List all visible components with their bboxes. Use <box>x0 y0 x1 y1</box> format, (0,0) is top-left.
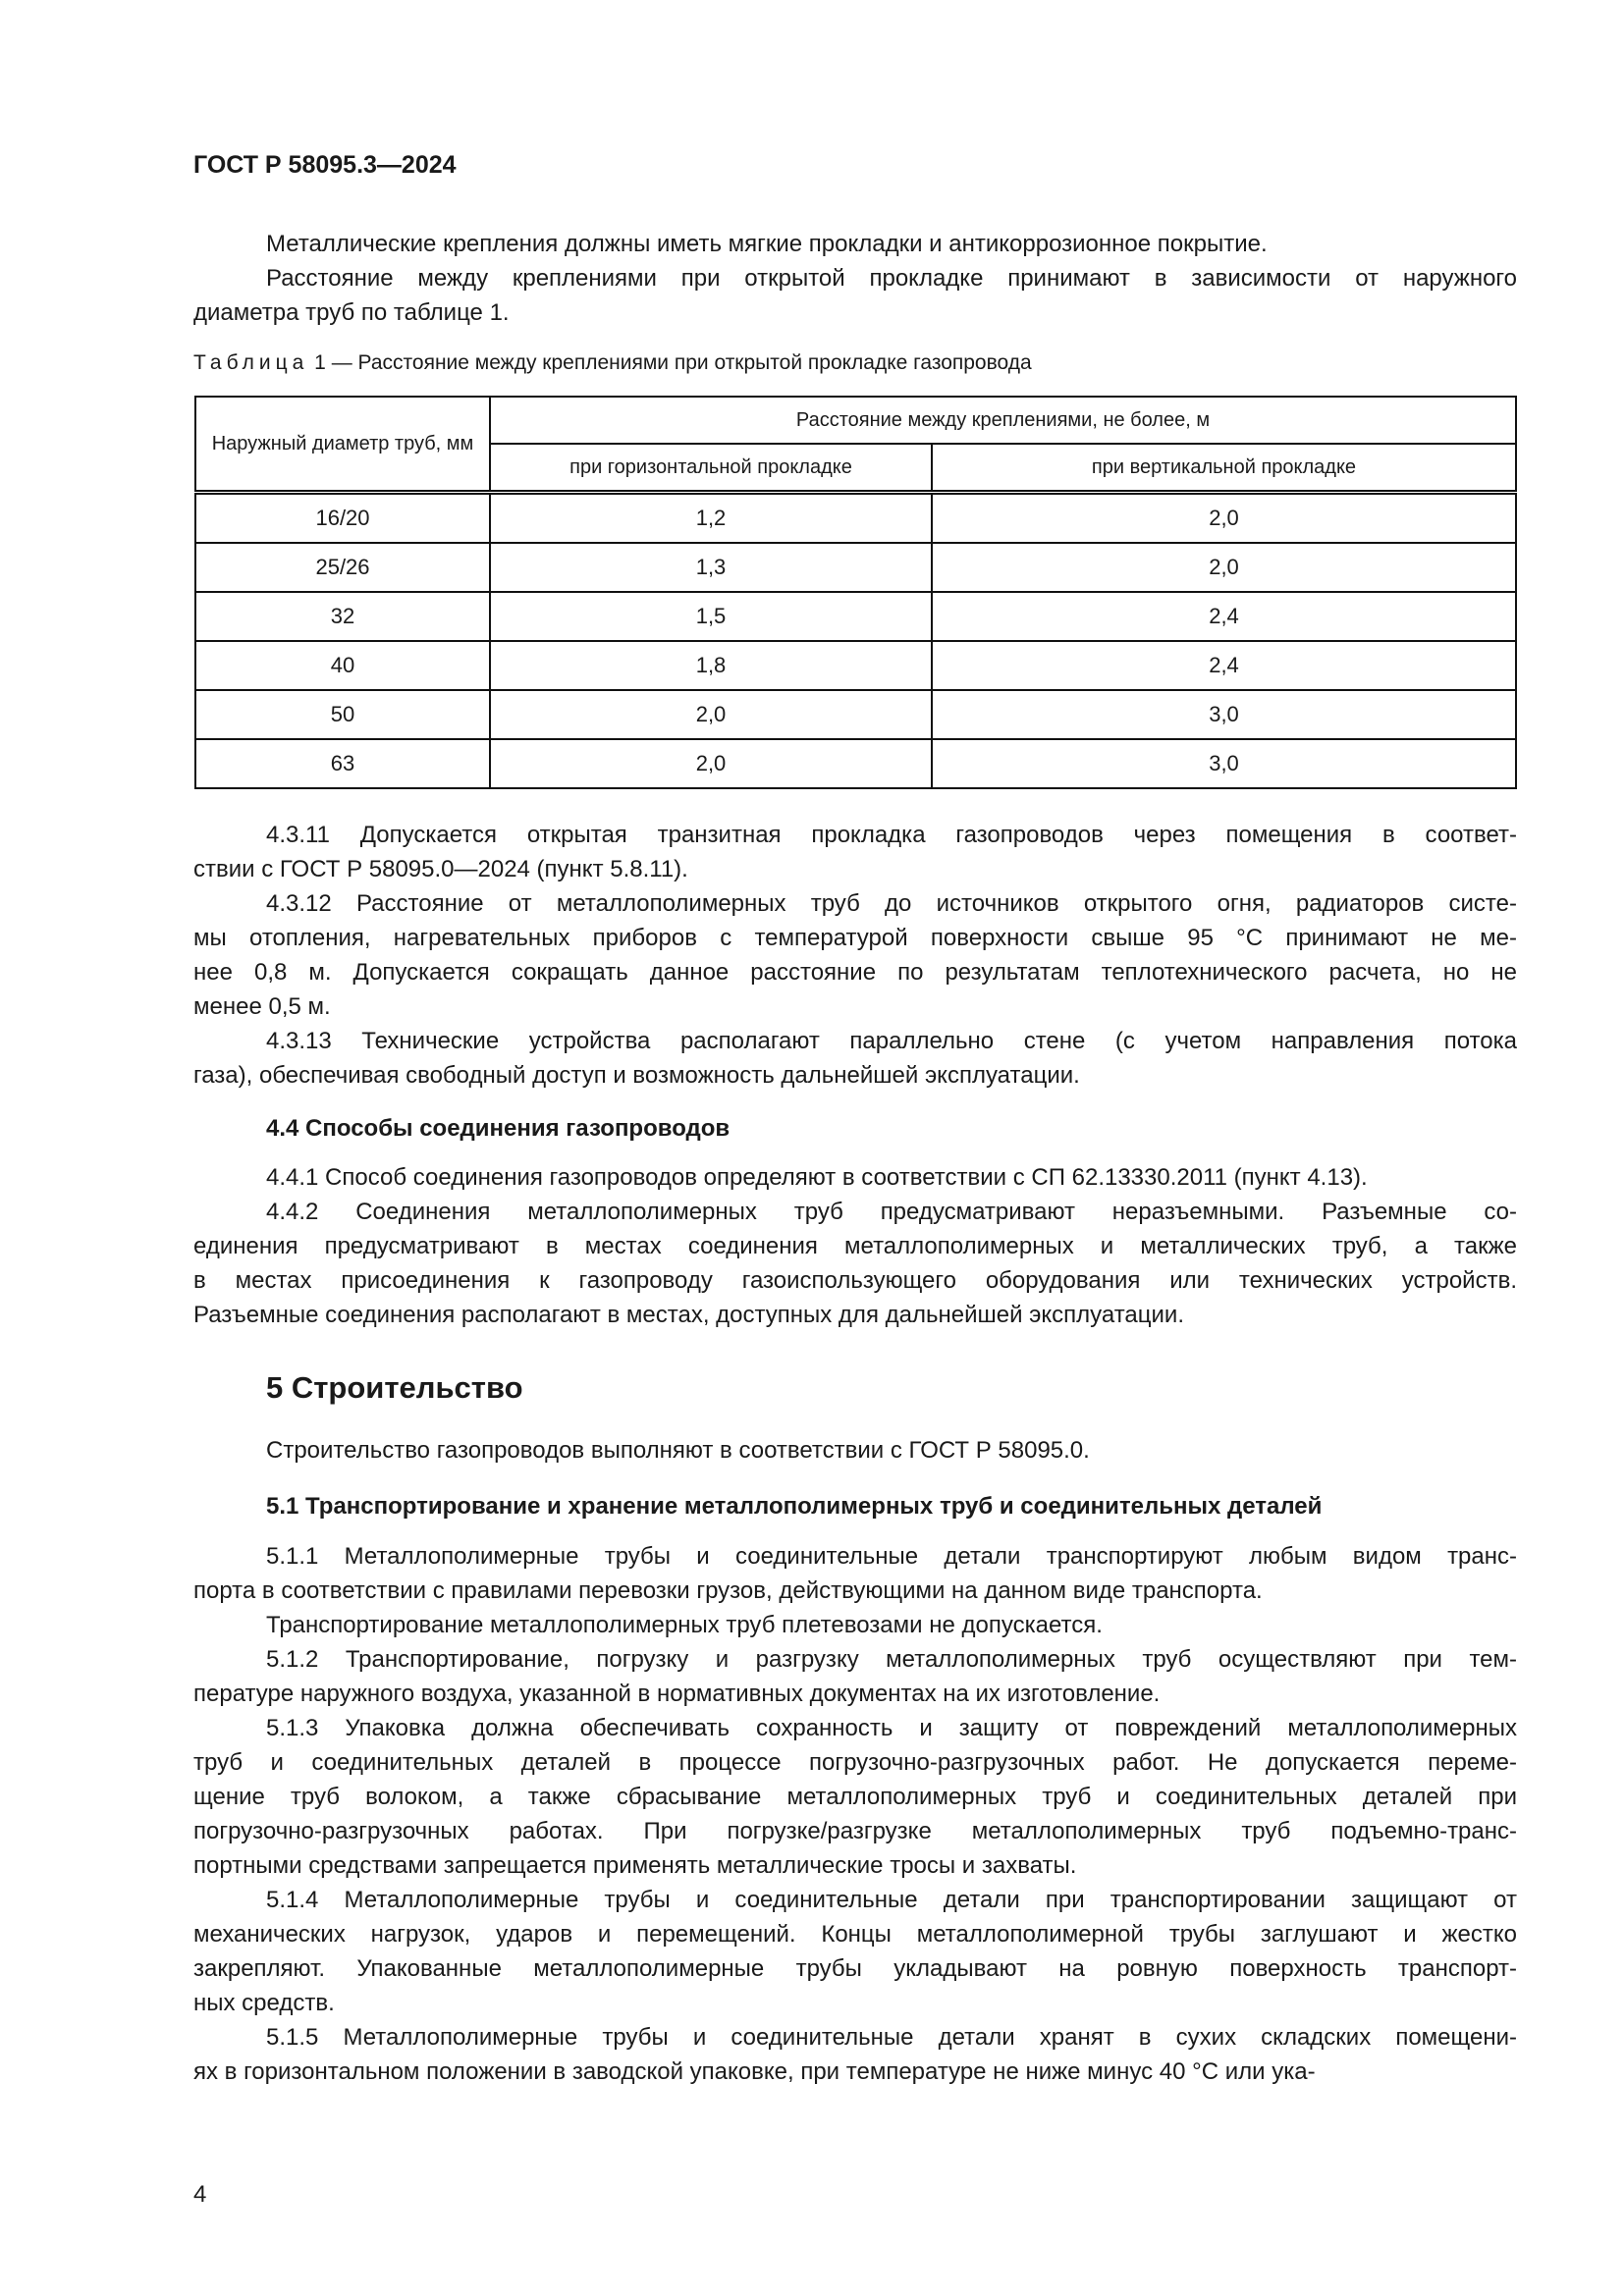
paragraph-line: 4.3.13 Технические устройства располагают параллельно стене (с учетом направления потока <box>266 1028 1517 1054</box>
table-row <box>195 641 1516 690</box>
paragraph-line: 4.3.12 Расстояние от металлополимерных труб до источников открытого огня, радиаторов систе- <box>266 890 1517 917</box>
paragraph-line: Разъемные соединения располагают в местах, доступных для дальнейшей эксплуатации. <box>193 1302 1185 1328</box>
paragraph-line: закрепляют. Упакованные металлополимерные трубы укладывают на ровную поверхность транспорт- <box>193 1955 1517 1982</box>
cell-vertical: 2,4 <box>932 641 1516 690</box>
paragraph-line: нее 0,8 м. Допускается сокращать данное расстояние по результатам теплотехнического расчета, но не <box>193 959 1517 986</box>
cell-diameter: 25/26 <box>195 543 490 592</box>
page-number: 4 <box>193 2181 207 2208</box>
paragraph-line: газа), обеспечивая свободный доступ и возможность дальнейшей эксплуатации. <box>193 1062 1080 1089</box>
paragraph-line: труб и соединительных деталей в процессе погрузочно-разгрузочных работ. Не допускается переме- <box>193 1749 1517 1776</box>
paragraph-line: мы отопления, нагревательных приборов с температурой поверхности свыше 95 °С принимают не ме- <box>193 925 1517 951</box>
table-caption <box>193 351 1517 375</box>
paragraph-line: 4.3.11 Допускается открытая транзитная прокладка газопроводов через помещения в соответ- <box>266 822 1517 848</box>
paragraph-line: менее 0,5 м. <box>193 993 331 1020</box>
cell-horizontal: 1,3 <box>490 543 932 592</box>
table-row <box>195 543 1516 592</box>
cell-vertical: 3,0 <box>932 739 1516 788</box>
paragraph-line: Расстояние между креплениями при открытой прокладке принимают в зависимости от наружного <box>266 265 1517 292</box>
cell-diameter: 32 <box>195 592 490 641</box>
section-4-3-text <box>193 818 1517 1093</box>
heading-5: 5 Строительство <box>266 1370 523 1405</box>
cell-vertical: 3,0 <box>932 690 1516 739</box>
paragraph-line: ях в горизонтальном положении в заводской упаковке, при температуре не ниже минус 40 °С или ука- <box>193 2058 1316 2085</box>
paragraph-line: Металлические крепления должны иметь мягкие прокладки и антикоррозионное покрытие. <box>266 231 1268 257</box>
section-5-text <box>193 1433 1517 1468</box>
paragraph-line: 5.1.4 Металлополимерные трубы и соединительные детали при транспортировании защищают от <box>266 1887 1517 1913</box>
cell-horizontal: 1,5 <box>490 592 932 641</box>
document-header: ГОСТ Р 58095.3—2024 <box>193 151 457 179</box>
fastener-distance-table <box>194 396 1517 789</box>
section-4-4-text <box>193 1160 1517 1332</box>
heading-5-1: 5.1 Транспортирование и хранение металлополимерных труб и соединительных деталей <box>266 1493 1323 1520</box>
cell-vertical: 2,4 <box>932 592 1516 641</box>
paragraph-line: 5.1.2 Транспортирование, погрузку и разгрузку металлополимерных труб осуществляют при тем- <box>266 1646 1517 1673</box>
paragraph-line: 5.1.3 Упаковка должна обеспечивать сохранность и защиту от повреждений металлополимерных <box>266 1715 1517 1741</box>
paragraph-line: 4.4.1 Способ соединения газопроводов определяют в соответствии с СП 62.13330.2011 (пункт 4.13). <box>266 1164 1368 1191</box>
cell-vertical: 2,0 <box>932 493 1516 544</box>
table-row <box>195 739 1516 788</box>
paragraph-line: Строительство газопроводов выполняют в соответствии с ГОСТ Р 58095.0. <box>266 1437 1090 1464</box>
cell-horizontal: 1,2 <box>490 493 932 544</box>
table-caption-prefix: Таблица <box>193 351 309 374</box>
paragraph-line: 4.4.2 Соединения металлополимерных труб предусматривают неразъемными. Разъемные со- <box>266 1199 1517 1225</box>
paragraph-line: щение труб волоком, а также сбрасывание металлополимерных труб и соединительных деталей при <box>193 1784 1517 1810</box>
paragraph-line: механических нагрузок, ударов и перемещений. Концы металлополимерной трубы заглушают и жестко <box>193 1921 1517 1948</box>
cell-diameter: 40 <box>195 641 490 690</box>
col-header-diameter: Наружный диаметр труб, мм <box>195 397 490 493</box>
paragraph-line: Транспортирование металлополимерных труб плетевозами не допускается. <box>266 1612 1103 1638</box>
intro-text <box>193 227 1517 330</box>
table-row <box>195 493 1516 544</box>
paragraph-line: погрузочно-разгрузочных работах. При погрузке/разгрузке металлополимерных труб подъемно-транс- <box>193 1818 1517 1844</box>
paragraph-line: единения предусматривают в местах соединения металлополимерных и металлических труб, а также <box>193 1233 1517 1259</box>
paragraph-line: порта в соответствии с правилами перевозки грузов, действующими на данном виде транспорта. <box>193 1577 1263 1604</box>
heading-4-4: 4.4 Способы соединения газопроводов <box>266 1115 731 1142</box>
col-header-vertical: при вертикальной прокладке <box>932 444 1516 493</box>
col-header-group: Расстояние между креплениями, не более, м <box>490 397 1516 444</box>
paragraph-line: 5.1.5 Металлополимерные трубы и соединительные детали хранят в сухих складских помещени- <box>266 2024 1517 2051</box>
cell-horizontal: 2,0 <box>490 690 932 739</box>
paragraph-line: в местах присоединения к газопроводу газоиспользующего оборудования или технических устройств. <box>193 1267 1517 1294</box>
table-row <box>195 690 1516 739</box>
table-row <box>195 592 1516 641</box>
cell-diameter: 16/20 <box>195 493 490 544</box>
cell-diameter: 63 <box>195 739 490 788</box>
paragraph-line: ствии с ГОСТ Р 58095.0—2024 (пункт 5.8.11). <box>193 856 688 882</box>
paragraph-line: портными средствами запрещается применять металлические тросы и захваты. <box>193 1852 1077 1879</box>
col-header-horizontal: при горизонтальной прокладке <box>490 444 932 493</box>
table-caption-text: 1 — Расстояние между креплениями при открытой прокладке газопровода <box>308 351 1032 374</box>
paragraph-line: 5.1.1 Металлополимерные трубы и соединительные детали транспортируют любым видом транс- <box>266 1543 1517 1570</box>
section-5-1-text <box>193 1539 1517 2089</box>
cell-vertical: 2,0 <box>932 543 1516 592</box>
cell-diameter: 50 <box>195 690 490 739</box>
paragraph-line: пературе наружного воздуха, указанной в нормативных документах на их изготовление. <box>193 1681 1161 1707</box>
cell-horizontal: 1,8 <box>490 641 932 690</box>
paragraph-line: ных средств. <box>193 1990 335 2016</box>
cell-horizontal: 2,0 <box>490 739 932 788</box>
paragraph-line: диаметра труб по таблице 1. <box>193 299 510 326</box>
